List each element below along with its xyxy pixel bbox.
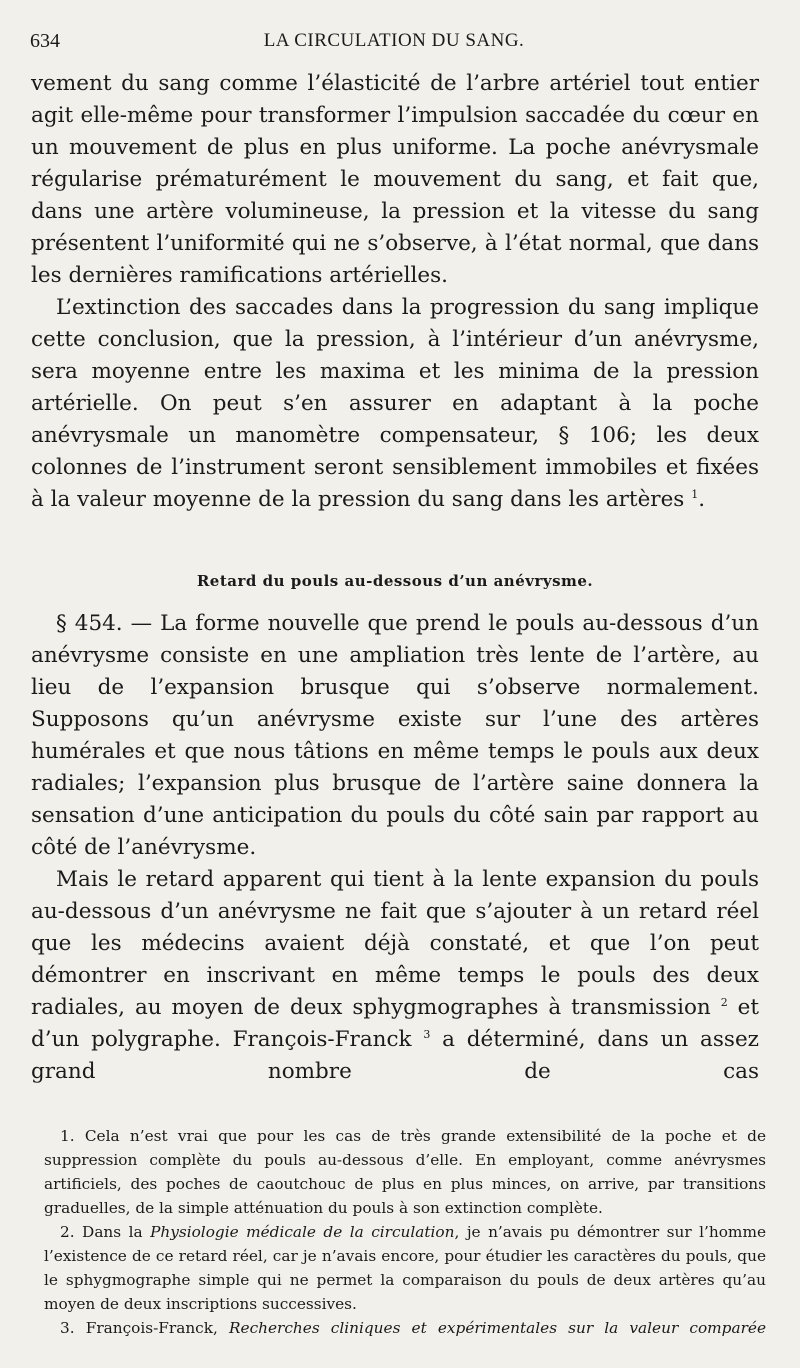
footnote-3-prefix: 3. François-Franck, <box>60 1319 229 1337</box>
footnote-1: 1. Cela n’est vrai que pour les cas de très grande extensibilité de la poche et de suppression complète du pouls au-dessous d’elle. En employant, comme anévrysmes artificiels, des poches de caoutchouc de plus en plus minces, on arrive, par transitions graduelles, de la simple atténuation du pouls à son extinction complète. <box>44 1127 766 1217</box>
footnote-2-prefix: 2. Dans la <box>60 1223 151 1241</box>
footnotes <box>44 1124 766 1340</box>
page-header <box>30 30 758 58</box>
footnote-3 <box>44 1316 766 1340</box>
footnote-ref-3[interactable]: 3 <box>423 1027 431 1041</box>
paragraph-4-part-3: a déterminé, dans un assez grand nombre de cas <box>31 1027 759 1084</box>
paragraph-2-end: . <box>698 487 706 512</box>
footnote-2-title: Physiologie médicale de la circulation <box>150 1223 455 1241</box>
paragraph-2-text: L’extinction des saccades dans la progression du sang implique cette conclusion, que la pression, à l’intérieur d’un anévrysme, sera moyenne entre les maxima et les minima de la pression artérielle. On peut s’en assurer en adaptant à la poche anévrysmale un manomètre compensateur, § 106; les deux colonnes de l’instrument seront sensiblement immobiles et fixées à la valeur moyenne de la pression du sang dans les artères <box>31 295 759 512</box>
running-title: LA CIRCULATION DU SANG. <box>263 30 525 51</box>
paragraph-4-part-2: et d’un polygraphe. François-Franck <box>31 995 759 1052</box>
paragraph-4-part-1: Mais le retard apparent qui tient à la lente expansion du pouls au-dessous d’un anévrysme ne fait que s’ajouter à un retard réel que les médecins avaient déjà constaté, et que l’on peut démontrer en inscrivant en même temps le pouls des deux radiales, au moyen de deux sphygmographes à transmission <box>31 867 759 1020</box>
paragraph-1: vement du sang comme l’élasticité de l’arbre artériel tout entier agit elle-même pour transformer l’impulsion saccadée du cœur en un mouvement de plus en plus uniforme. La poche anévrysmale régularise prématurément le mouvement du sang, et fait que, dans une artère volumineuse, la pression et la vitesse du sang présentent l’uniformité qui ne s’observe, à l’état normal, que dans les dernières ramifications artérielles. <box>31 71 759 288</box>
page-number: 634 <box>30 30 60 52</box>
footnote-3-title: Recherches cliniques et expérimentales sur la valeur comparée <box>229 1319 766 1337</box>
paragraph-2 <box>31 292 759 516</box>
paragraph-3: § 454. — La forme nouvelle que prend le pouls au-dessous d’un anévrysme consiste en une ampliation très lente de l’artère, au lieu de l’expansion brusque qui s’observe normalement. Supposons qu’un anévrysme existe sur l’une des artères humérales et que nous tâtions en même temps le pouls aux deux radiales; l’expansion plus brusque de l’artère saine donnera la sensation d’une anticipation du pouls du côté sain par rapport au côté de l’anévrysme. <box>31 611 759 860</box>
paragraph-4 <box>31 864 759 1088</box>
footnote-2-rest: , je n’avais pu démontrer sur l’homme l’existence de ce retard réel, car je n’avais encore, pour étudier les caractères du pouls, que le sphygmographe simple qui ne permet la comparaison du pouls de deux artères qu’au moyen de deux inscriptions successives. <box>44 1223 766 1313</box>
section-heading: Retard du pouls au-dessous d’un anévrysme. <box>196 572 594 590</box>
footnote-ref-2[interactable]: 2 <box>720 995 728 1009</box>
main-text <box>31 68 759 1088</box>
footnote-2 <box>44 1220 766 1316</box>
footnote-ref-1[interactable]: 1 <box>691 487 699 501</box>
